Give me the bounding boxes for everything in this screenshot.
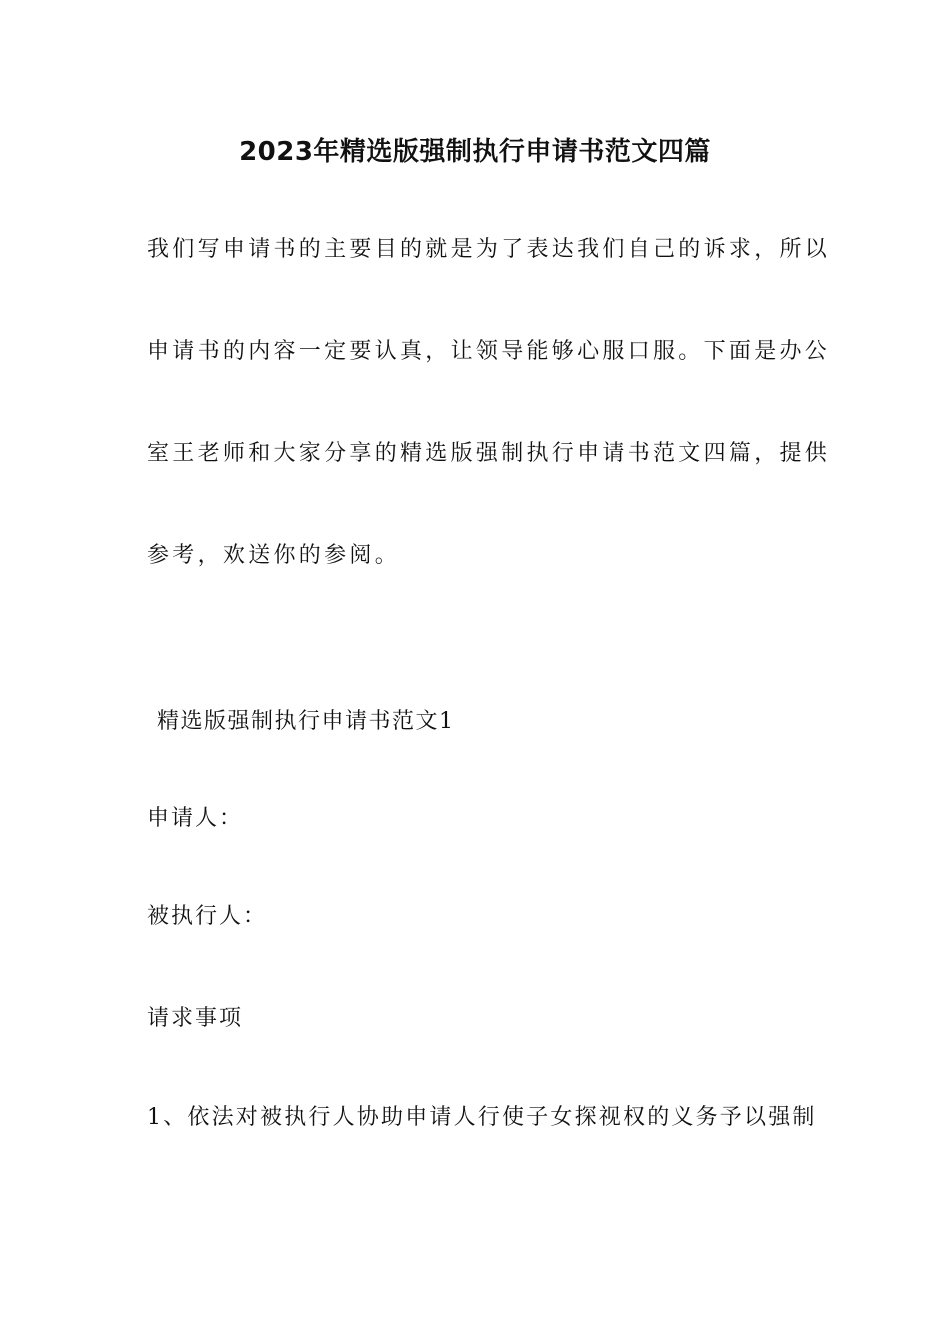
intro-line-4: 参考，欢送你的参阅。 bbox=[147, 543, 401, 568]
document-title: 2023年精选版强制执行申请书范文四篇 bbox=[239, 137, 711, 167]
intro-line-1: 我们写申请书的主要目的就是为了表达我们自己的诉求，所以 bbox=[147, 237, 831, 262]
request-item-1: 1、依法对被执行人协助申请人行使子女探视权的义务予以强制 bbox=[147, 1105, 817, 1130]
intro-paragraph bbox=[147, 199, 831, 607]
section-heading: 精选版强制执行申请书范文1 bbox=[157, 709, 455, 734]
intro-line-2: 申请书的内容一定要认真，让领导能够心服口服。下面是办公 bbox=[147, 339, 831, 364]
applicant-label: 申请人： bbox=[147, 806, 244, 831]
request-items-label: 请求事项 bbox=[147, 1006, 244, 1031]
respondent-label: 被执行人： bbox=[147, 904, 268, 929]
intro-line-3: 室王老师和大家分享的精选版强制执行申请书范文四篇，提供 bbox=[147, 441, 831, 466]
